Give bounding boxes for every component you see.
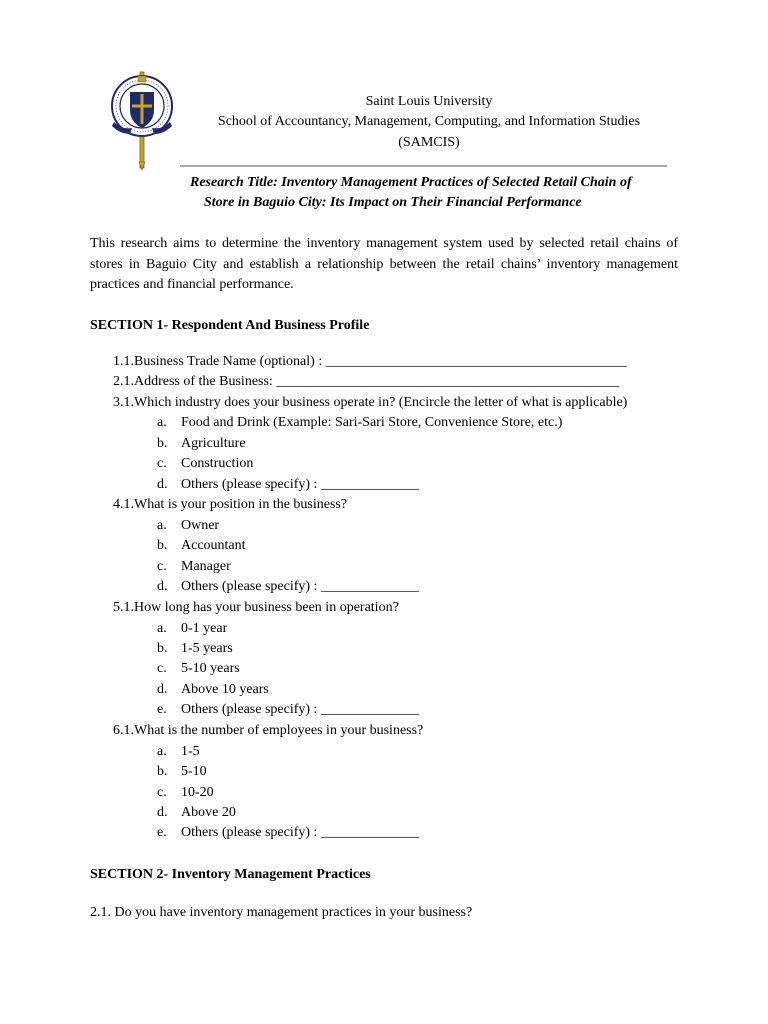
option-text: 5-10 <box>181 764 207 779</box>
option-text: 1-5 <box>181 744 200 759</box>
option-letter: b. <box>157 641 168 656</box>
option-letter: c. <box>157 661 167 676</box>
option-item <box>157 413 562 433</box>
question-2-1: 2.1.Address of the Business: _________________________________________________ <box>113 374 620 389</box>
option-text: Others (please specify) : ______________ <box>181 477 419 492</box>
option-item <box>157 700 419 720</box>
school-acronym: (SAMCIS) <box>398 135 460 150</box>
question-5-1: 5.1.How long has your business been in operation? <box>113 600 399 615</box>
research-title-line-2: Store in Baguio City: Its Impact on Their Financial Performance <box>204 195 582 210</box>
option-item <box>157 803 236 823</box>
option-letter: d. <box>157 579 168 594</box>
option-item <box>157 516 219 536</box>
question-2-1-practices: 2.1. Do you have inventory management practices in your business? <box>90 905 473 920</box>
option-text: Food and Drink (Example: Sari-Sari Store, Convenience Store, etc.) <box>181 415 563 430</box>
option-item <box>157 619 227 639</box>
option-letter: a. <box>157 744 167 759</box>
option-letter: b. <box>157 436 168 451</box>
option-item <box>157 577 419 597</box>
option-letter: b. <box>157 764 168 779</box>
option-item <box>157 742 200 762</box>
section-1-heading: SECTION 1- Respondent And Business Profile <box>90 318 370 333</box>
question-4-1: 4.1.What is your position in the business? <box>113 497 348 512</box>
option-text: Others (please specify) : ______________ <box>181 825 419 840</box>
option-text: Others (please specify) : ______________ <box>181 702 419 717</box>
option-text: Owner <box>181 518 220 533</box>
option-item <box>157 536 246 556</box>
option-text: Construction <box>181 456 254 471</box>
option-item <box>157 434 246 454</box>
school-name: School of Accountancy, Management, Computing, and Information Studies <box>217 114 641 129</box>
option-letter: d. <box>157 682 168 697</box>
option-letter: e. <box>157 702 167 717</box>
option-item <box>157 454 253 474</box>
option-text: Accountant <box>181 538 246 553</box>
option-text: Manager <box>181 559 231 574</box>
option-text: 10-20 <box>181 785 214 800</box>
option-item <box>157 557 231 577</box>
option-item <box>157 659 240 679</box>
option-letter: a. <box>157 621 167 636</box>
research-title-line-1: Research Title: Inventory Management Practices of Selected Retail Chain of <box>190 175 632 190</box>
option-item <box>157 823 419 843</box>
option-text: Above 10 years <box>181 682 269 697</box>
question-3-1: 3.1.Which industry does your business operate in? (Encircle the letter of what is applicable) <box>113 395 628 410</box>
option-text: Agriculture <box>181 436 246 451</box>
option-item <box>157 475 419 495</box>
question-6-1: 6.1.What is the number of employees in your business? <box>113 723 424 738</box>
option-letter: a. <box>157 518 167 533</box>
option-item <box>157 680 269 700</box>
intro-paragraph: This research aims to determine the inventory management system used by selected retail chains of stores in Baguio City and establish a relationship between the retail chains’ inventory management practices and financial performance. <box>90 236 678 292</box>
option-letter: e. <box>157 825 167 840</box>
option-text: 5-10 years <box>181 661 240 676</box>
university-seal-logo <box>110 70 174 170</box>
option-item <box>157 639 233 659</box>
option-letter: d. <box>157 805 168 820</box>
header-divider <box>180 165 667 167</box>
option-item <box>157 762 207 782</box>
option-letter: b. <box>157 538 168 553</box>
option-text: 1-5 years <box>181 641 233 656</box>
option-item <box>157 783 214 803</box>
option-letter: a. <box>157 415 167 430</box>
question-1-1: 1.1.Business Trade Name (optional) : ___________________________________________ <box>113 354 627 369</box>
option-text: Above 20 <box>181 805 236 820</box>
option-letter: d. <box>157 477 168 492</box>
option-letter: c. <box>157 785 167 800</box>
option-text: 0-1 year <box>181 621 228 636</box>
option-letter: c. <box>157 559 167 574</box>
option-letter: c. <box>157 456 167 471</box>
university-name: Saint Louis University <box>365 94 493 109</box>
section-2-heading: SECTION 2- Inventory Management Practices <box>90 867 371 882</box>
option-text: Others (please specify) : ______________ <box>181 579 419 594</box>
